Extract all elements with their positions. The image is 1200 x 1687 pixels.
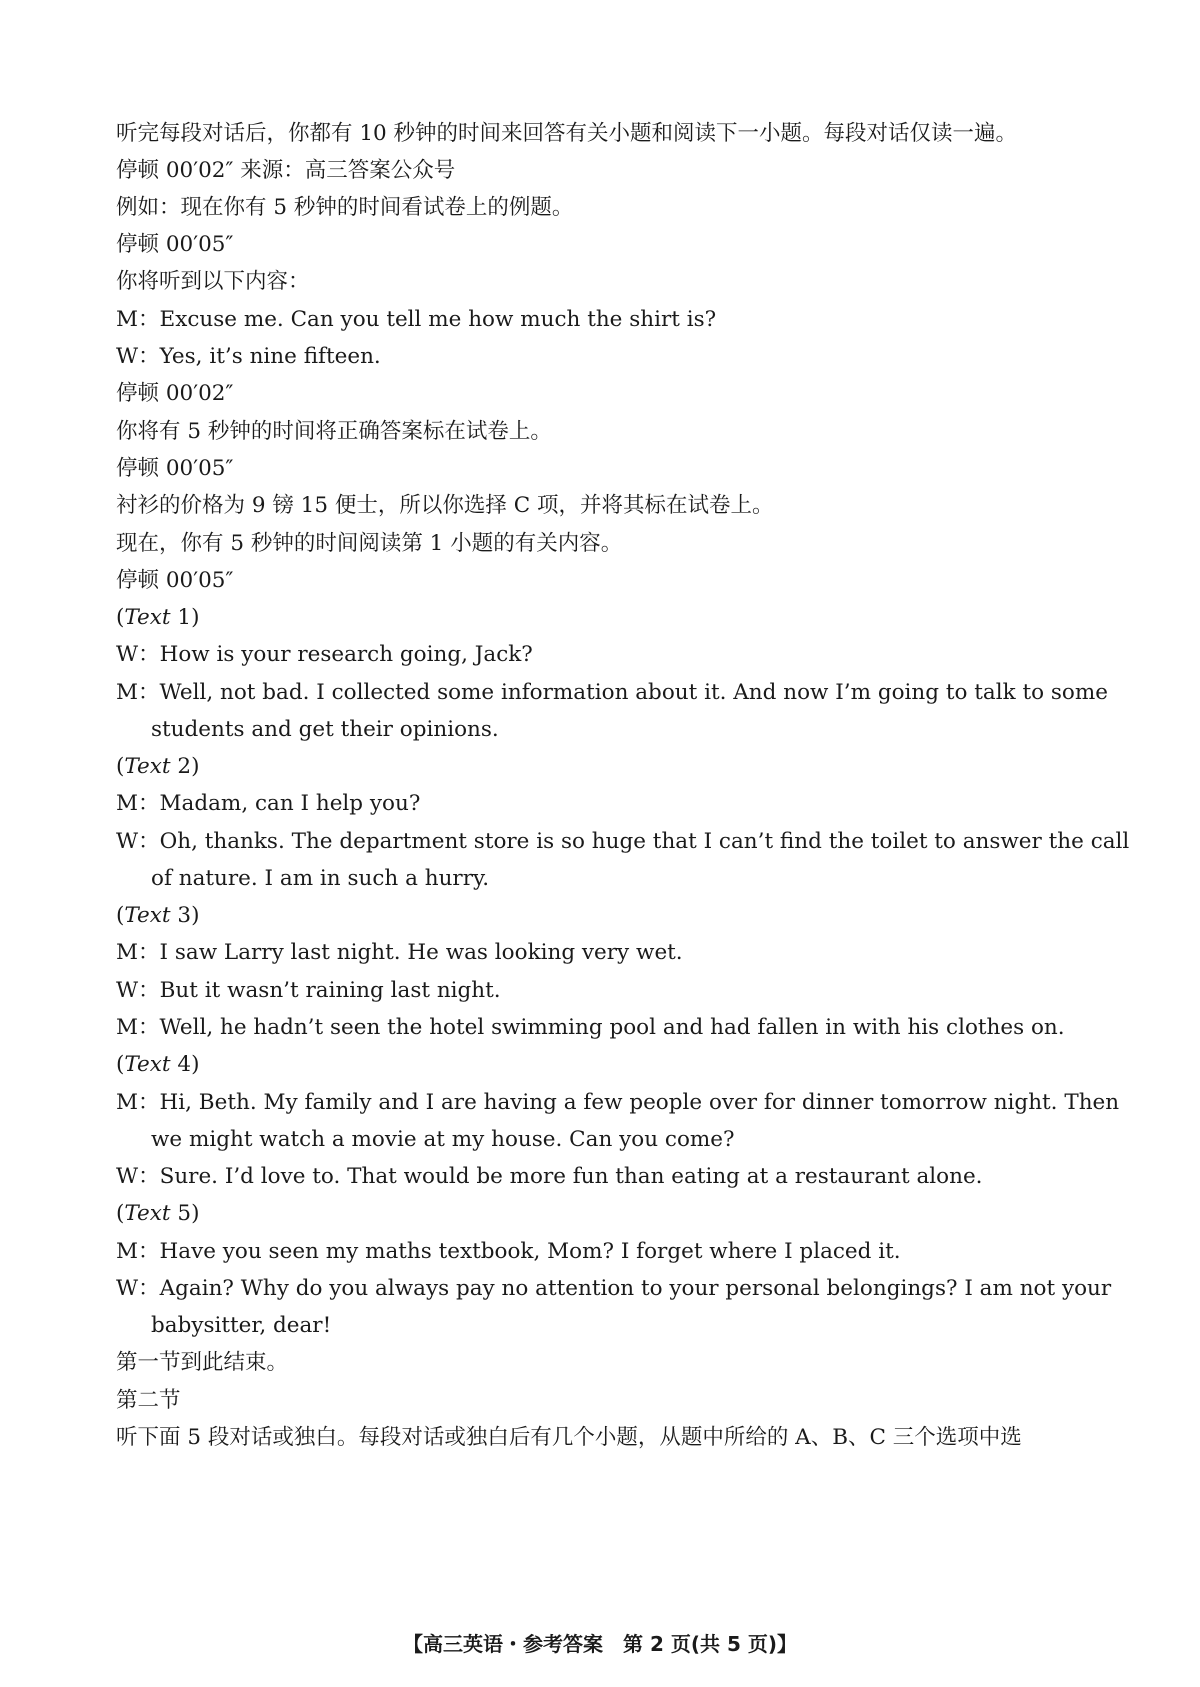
dialogue-line: M：Have you seen my maths textbook, Mom? I forget where I placed it. [116, 1239, 901, 1264]
dialogue-line: W：How is your research going, Jack? [116, 642, 533, 667]
text-line: 你将有 5 秒钟的时间将正确答案标在试卷上。 [116, 419, 552, 444]
text-line: 听完每段对话后，你都有 10 秒钟的时间来回答有关小题和阅读下一小题。每段对话仅读一遍。 [116, 121, 1018, 146]
dialogue-line: W：Again? Why do you always pay no attention to your personal belongings? I am not your [116, 1276, 1112, 1301]
dialogue-line-continuation: we might watch a movie at my house. Can you come? [151, 1127, 735, 1152]
text-heading: (Text 1) [116, 605, 200, 630]
dialogue-line: W：Sure. I’d love to. That would be more fun than eating at a restaurant alone. [116, 1164, 983, 1189]
text-heading-label: Text [124, 605, 171, 630]
dialogue-line: W：Oh, thanks. The department store is so huge that I can’t find the toilet to answer the call [116, 829, 1130, 854]
text-heading: (Text 4) [116, 1052, 200, 1077]
text-heading-number: 1 [177, 605, 192, 630]
dialogue-line: M：Well, he hadn’t seen the hotel swimming pool and had fallen in with his clothes on. [116, 1015, 1065, 1040]
text-heading-label: Text [124, 1052, 171, 1077]
page-footer: 【高三英语・参考答案 第 2 页(共 5 页)】 [403, 1632, 797, 1656]
dialogue-line: M：I saw Larry last night. He was looking very wet. [116, 940, 683, 965]
text-line: 停顿 00′05″ [116, 568, 234, 593]
dialogue-line: M：Hi, Beth. My family and I are having a few people over for dinner tomorrow night. Then [116, 1090, 1120, 1115]
text-line: 你将听到以下内容： [116, 269, 310, 294]
text-heading-number: 2 [177, 754, 192, 779]
text-heading: (Text 3) [116, 903, 200, 928]
section-heading: 第二节 [116, 1388, 181, 1413]
text-heading-number: 5 [177, 1201, 192, 1226]
text-heading-number: 3 [177, 903, 192, 928]
section-end-text: 第一节到此结束。 [116, 1350, 289, 1375]
dialogue-line-continuation: of nature. I am in such a hurry. [151, 866, 490, 891]
text-heading-label: Text [124, 1201, 171, 1226]
text-line: M：Excuse me. Can you tell me how much the shirt is? [116, 307, 717, 332]
dialogue-line-continuation: babysitter, dear! [151, 1313, 332, 1338]
instruction-text: 听下面 5 段对话或独白。每段对话或独白后有几个小题，从题中所给的 A、B、C 三个选项中选 [116, 1425, 1022, 1450]
dialogue-line: W：But it wasn’t raining last night. [116, 978, 501, 1003]
text-line: 停顿 00′02″ 来源：高三答案公众号 [116, 158, 456, 183]
text-heading: (Text 2) [116, 754, 200, 779]
text-heading-number: 4 [177, 1052, 192, 1077]
text-line: 停顿 00′05″ [116, 456, 234, 481]
text-line: 衬衫的价格为 9 镑 15 便士，所以你选择 C 项，并将其标在试卷上。 [116, 493, 774, 518]
text-heading-label: Text [124, 903, 171, 928]
dialogue-line: M：Well, not bad. I collected some information about it. And now I’m going to talk to some [116, 680, 1108, 705]
text-heading: (Text 5) [116, 1201, 200, 1226]
text-line: W：Yes, it’s nine fifteen. [116, 344, 381, 369]
text-line: 现在，你有 5 秒钟的时间阅读第 1 小题的有关内容。 [116, 531, 623, 556]
text-line: 停顿 00′05″ [116, 232, 234, 257]
text-line: 例如：现在你有 5 秒钟的时间看试卷上的例题。 [116, 195, 574, 220]
text-heading-label: Text [124, 754, 171, 779]
dialogue-line: M：Madam, can I help you? [116, 791, 421, 816]
dialogue-line-continuation: students and get their opinions. [151, 717, 499, 742]
text-line: 停顿 00′02″ [116, 381, 234, 406]
